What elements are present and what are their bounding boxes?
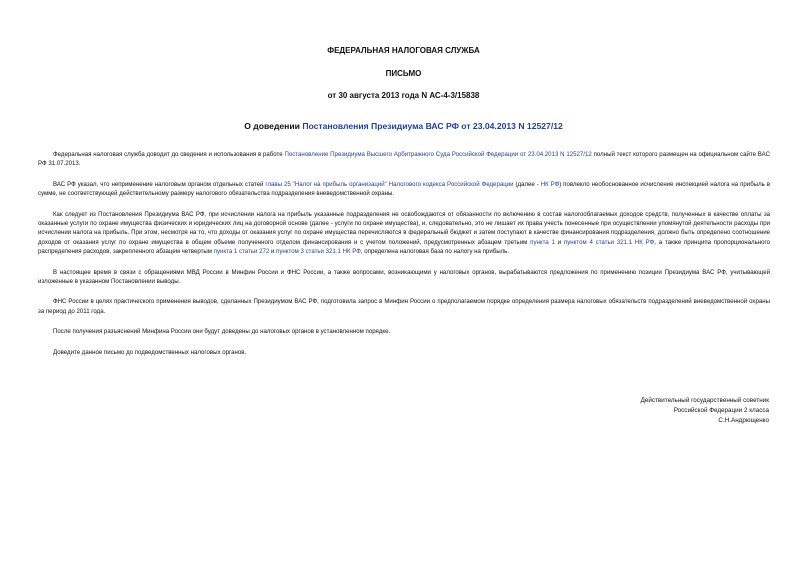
p3-text-b: и	[554, 238, 564, 246]
article-321-1-p3-link[interactable]: пунктом 3 статьи 321.1 НК РФ	[276, 248, 361, 256]
article-321-1-p4-link[interactable]: пунктом 4 статьи 321.1 НК РФ	[563, 238, 655, 246]
p3-text-c: , а также принципа пропорционального распределения расходов, закрепленного абзацем четвертым	[38, 238, 771, 256]
paragraph-3	[38, 210, 770, 257]
subject-prefix: О доведении	[244, 121, 303, 131]
p2-text-a: ВАС РФ указал, что неприменение налоговым органом отдельных статей	[53, 180, 266, 188]
paragraph-1	[38, 150, 770, 169]
signature-block	[641, 396, 769, 426]
paragraph-2	[38, 180, 770, 199]
p1-text-a: Федеральная налоговая служба доводит до сведения и использования в работе	[53, 151, 285, 158]
p3-text-e: , определена налоговая база по налогу на прибыль.	[360, 248, 510, 256]
point-1-link[interactable]: пункта 1	[530, 238, 555, 246]
doc-type: ПИСЬМО	[385, 69, 422, 78]
p2-text-c: ) повлекло необоснованное исчисление инспекцией налога на прибыль в сумме, не соответствующей действительному размеру налогового обязательства подразделения вневедомственной охраны.	[38, 180, 770, 198]
signature-name: С.Н.Андрющенко	[718, 417, 769, 424]
resolution-link[interactable]: Постановление Президиума Высшего Арбитражного Суда Российской Федерации от 23.04.2013 N 12527/12	[284, 151, 592, 158]
agency-title: ФЕДЕРАЛЬНАЯ НАЛОГОВАЯ СЛУЖБА	[327, 46, 480, 55]
paragraph-4: В настоящее время в связи с обращениями МВД России в Минфин России и ФНС России, а также вопросами, возникающими у налоговых органов, вырабатываются предложения по применению позиции Президиума ВАС РФ, учитывающей изложенные в указанном Постановлении выводы.	[38, 268, 770, 286]
doc-date-number: от 30 августа 2013 года N АС-4-3/15838	[327, 91, 480, 100]
article-272-link[interactable]: пункта 1 статьи 272	[213, 248, 270, 256]
p2-text-b: (далее -	[513, 180, 541, 188]
subject-link[interactable]: Постановления Президиума ВАС РФ от 23.04.2013 N 12527/12	[302, 121, 563, 131]
chapter-25-link[interactable]: главы 25 "Налог на прибыль организаций" Налогового кодекса Российской Федерации	[265, 180, 514, 188]
signature-title: Действительный государственный советник	[640, 397, 769, 404]
paragraph-6: После получения разъяснений Минфина России они будут доведены до налоговых органов в установленном порядке.	[53, 328, 391, 336]
p3-text-a: Как следует из Постановления Президиума ВАС РФ, при исчислении налога на прибыль указанные подразделения не освобождаются от обязанности по включению в состав налогооблагаемых доходов средств, полученных в качестве оплаты за оказанные услуги по охране имущества физических и юридических лиц на договорной основе (далее - услуги по охране имущества), и, следовательно, это не лишает их права учесть понесенные при осуществлении упомянутой деятельности расходы при исчислении налога на прибыль. При этом, несмотря на то, что доходы от оказания услуг по охране имущества перечисляются в федеральный бюджет и затем поступают в качестве финансирования подразделения, должно быть определено соотношение доходов от оказания услуг по охране имущества в общем объеме полученного отделом финансирования и с учетом положений, предусмотренных абзацем третьим	[38, 210, 770, 246]
paragraph-5: ФНС России в целях практического применения выводов, сделанных Президиумом ВАС РФ, подготовила запрос в Минфин России о предполагаемом порядке определения размера налоговых обязательств подразделений вневедомственной охраны за период до 2011 года.	[38, 298, 770, 315]
signature-rank: Российской Федерации 2 класса	[673, 407, 769, 414]
p3-text-d: и	[269, 248, 277, 256]
doc-subject	[0, 121, 807, 131]
paragraph-7: Доведите данное письмо до подведомственных налоговых органов.	[53, 348, 247, 356]
letter-body	[38, 150, 770, 368]
nk-rf-link[interactable]: НК РФ	[540, 180, 560, 188]
p1-text-b: полный текст которого размещен на официальном сайте ВАС РФ 31.07.2013.	[38, 151, 770, 168]
